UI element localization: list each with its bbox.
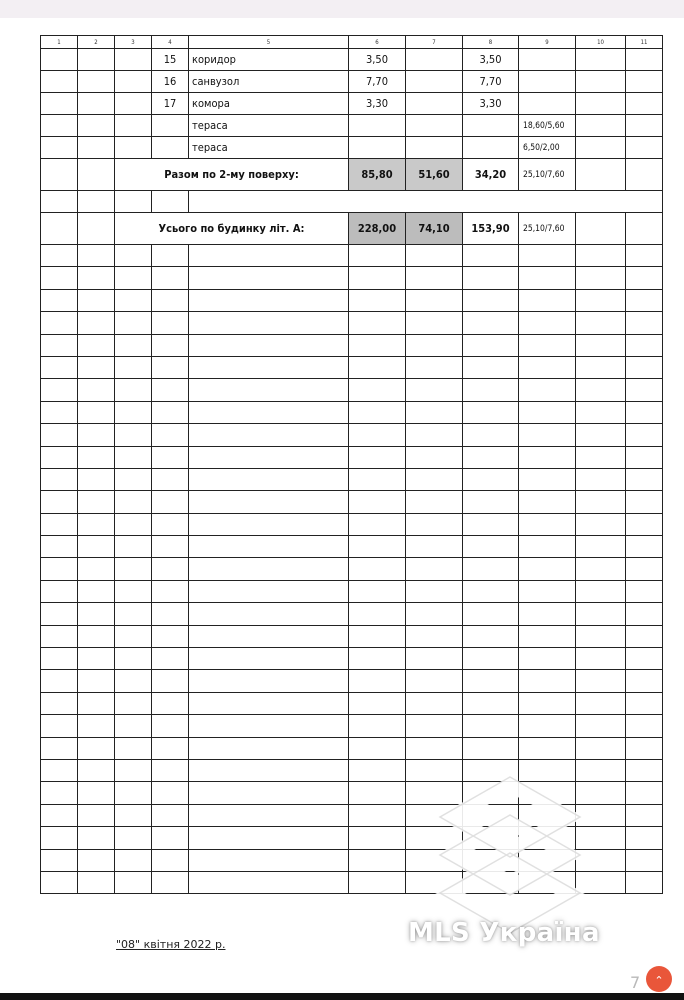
room-area-table	[40, 35, 663, 894]
empty-row	[41, 580, 663, 602]
area-total	[349, 115, 406, 137]
empty-row	[41, 692, 663, 714]
chevron-up-icon: ⌃	[654, 974, 664, 987]
empty-row	[41, 334, 663, 356]
viewer-top-strip	[0, 0, 684, 18]
empty-row	[41, 468, 663, 490]
area-aux: 3,50	[463, 49, 519, 71]
room-number: 17	[152, 93, 189, 115]
building-main-area: 74,10	[406, 213, 463, 245]
area-total: 3,50	[349, 49, 406, 71]
empty-row	[41, 670, 663, 692]
area-terrace	[519, 49, 576, 71]
col-num-3: 3	[115, 36, 152, 49]
scroll-top-button[interactable]	[646, 966, 672, 992]
empty-row	[41, 289, 663, 311]
empty-row	[41, 737, 663, 759]
building-terrace-area: 25,10/7,60	[519, 213, 576, 245]
col-num-7: 7	[406, 36, 463, 49]
floor-total-row	[41, 159, 663, 191]
building-total-area: 228,00	[349, 213, 406, 245]
page-number: 7	[630, 973, 641, 992]
area-aux: 3,30	[463, 93, 519, 115]
col-num-9: 9	[519, 36, 576, 49]
room-name: тераса	[189, 115, 349, 137]
empty-row	[41, 715, 663, 737]
building-aux-area: 153,90	[463, 213, 519, 245]
building-total-label: Усього по будинку літ. А:	[115, 213, 349, 245]
area-terrace	[519, 71, 576, 93]
column-number-header	[41, 36, 663, 49]
empty-row	[41, 648, 663, 670]
room-number: 16	[152, 71, 189, 93]
empty-row	[41, 536, 663, 558]
empty-row	[41, 513, 663, 535]
col-num-4: 4	[152, 36, 189, 49]
room-number: 15	[152, 49, 189, 71]
watermark-text: MLS Україна	[408, 918, 600, 948]
empty-row	[41, 401, 663, 423]
area-main	[406, 71, 463, 93]
room-number	[152, 137, 189, 159]
area-aux	[463, 137, 519, 159]
col-num-8: 8	[463, 36, 519, 49]
area-terrace: 6,50/2,00	[519, 137, 576, 159]
empty-row	[41, 603, 663, 625]
area-main	[406, 137, 463, 159]
area-total: 7,70	[349, 71, 406, 93]
area-aux	[463, 115, 519, 137]
col-num-6: 6	[349, 36, 406, 49]
empty-row	[41, 267, 663, 289]
room-name: санвузол	[189, 71, 349, 93]
building-total-row	[41, 213, 663, 245]
empty-row	[41, 558, 663, 580]
col-num-2: 2	[78, 36, 115, 49]
floor-main-area: 51,60	[406, 159, 463, 191]
area-main	[406, 49, 463, 71]
date-line: "08" квітня 2022 р.	[116, 938, 226, 951]
room-name: тераса	[189, 137, 349, 159]
table-row	[41, 115, 663, 137]
empty-row	[41, 245, 663, 267]
separator-row	[41, 191, 663, 213]
empty-row	[41, 446, 663, 468]
table-row	[41, 137, 663, 159]
area-aux: 7,70	[463, 71, 519, 93]
area-main	[406, 115, 463, 137]
bottom-bar	[0, 993, 684, 1000]
col-num-1: 1	[41, 36, 78, 49]
table-row	[41, 71, 663, 93]
room-name: комора	[189, 93, 349, 115]
room-name: коридор	[189, 49, 349, 71]
table-row	[41, 93, 663, 115]
area-total	[349, 137, 406, 159]
empty-row	[41, 312, 663, 334]
area-total: 3,30	[349, 93, 406, 115]
area-terrace: 18,60/5,60	[519, 115, 576, 137]
col-num-10: 10	[576, 36, 626, 49]
empty-row	[41, 491, 663, 513]
floor-total-area: 85,80	[349, 159, 406, 191]
empty-row	[41, 424, 663, 446]
floor-aux-area: 34,20	[463, 159, 519, 191]
area-main	[406, 93, 463, 115]
empty-row	[41, 625, 663, 647]
col-num-11: 11	[626, 36, 663, 49]
floor-terrace-area: 25,10/7,60	[519, 159, 576, 191]
room-number	[152, 115, 189, 137]
empty-row	[41, 379, 663, 401]
area-terrace	[519, 93, 576, 115]
col-num-5: 5	[189, 36, 349, 49]
empty-row	[41, 356, 663, 378]
table-row	[41, 49, 663, 71]
floor-total-label: Разом по 2-му поверху:	[115, 159, 349, 191]
